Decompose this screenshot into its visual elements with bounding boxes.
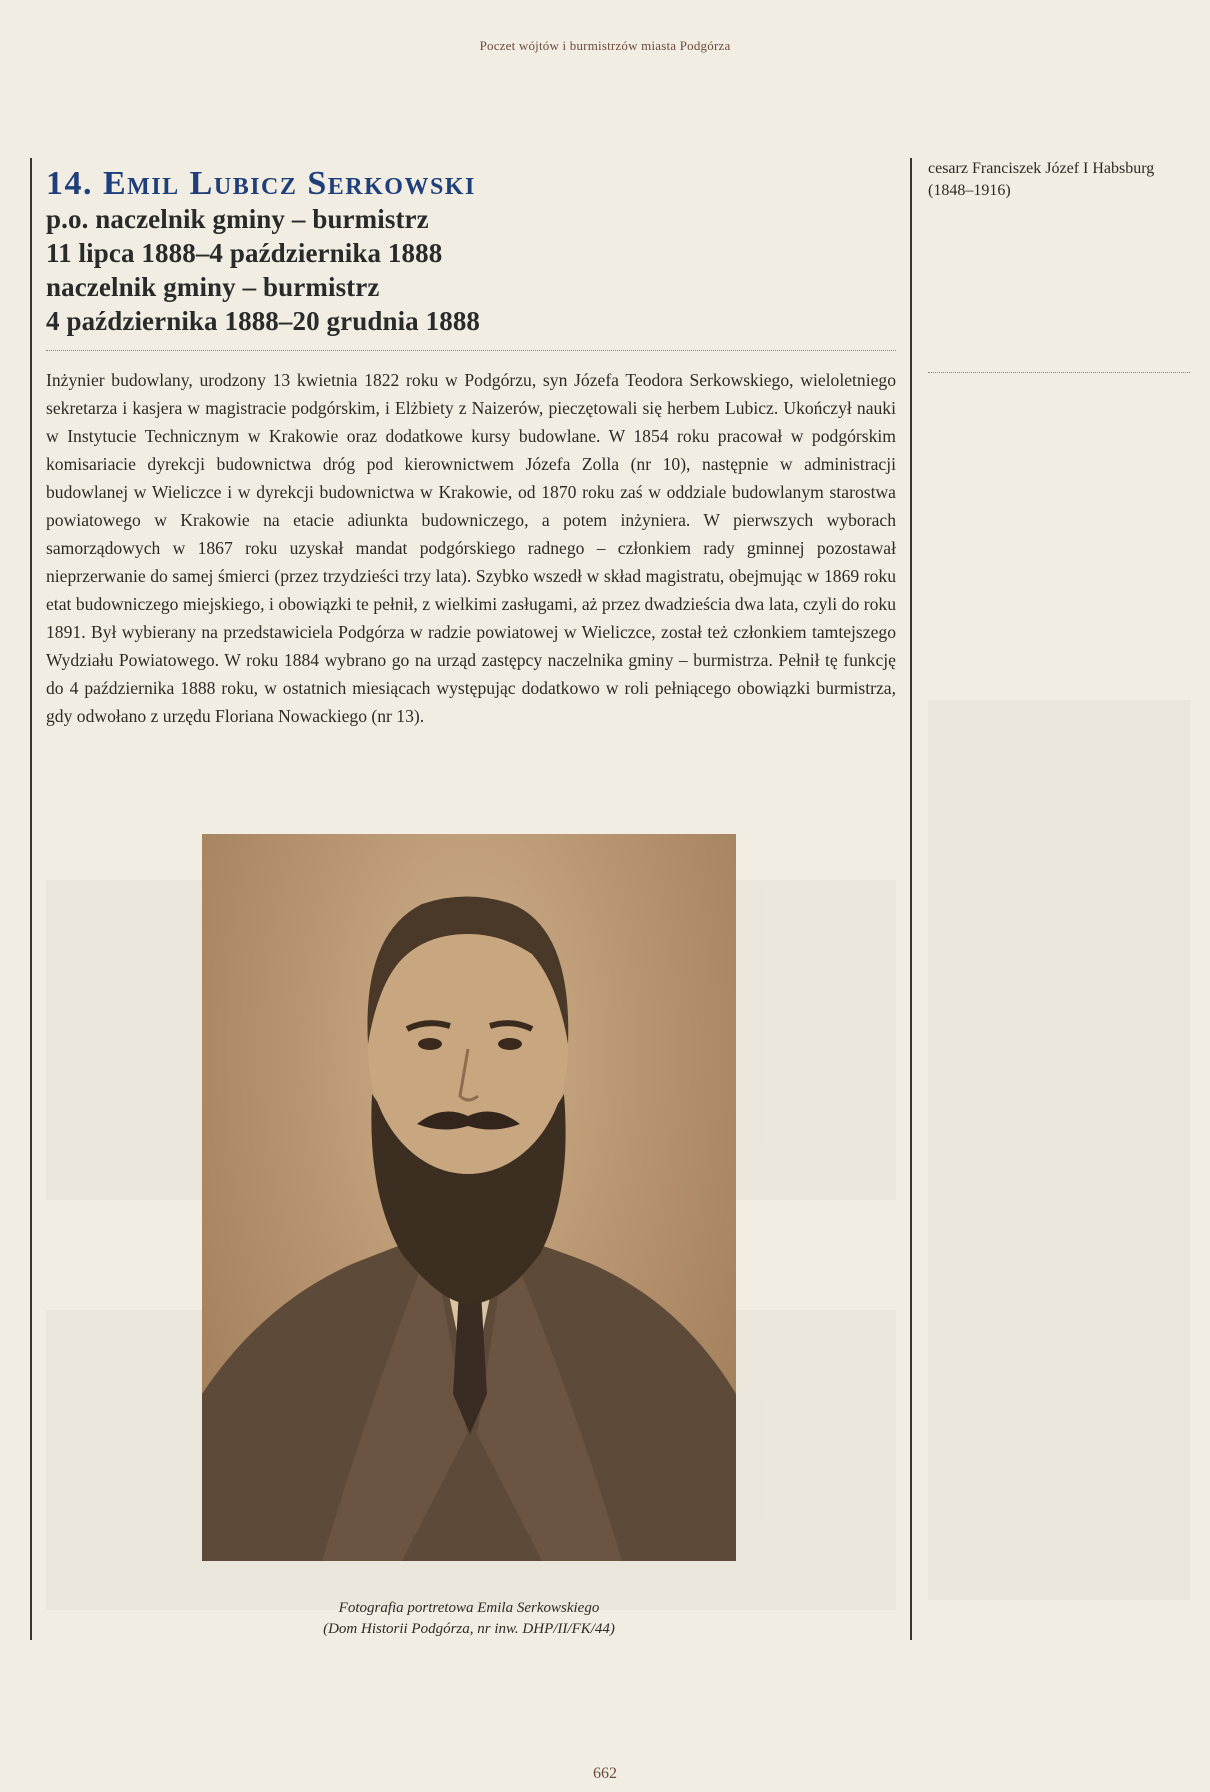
entry-subtitle <box>46 202 896 338</box>
portrait-photo <box>202 834 736 1561</box>
portrait-illustration <box>202 834 736 1561</box>
photo-caption <box>202 1598 736 1640</box>
subtitle-line-1: p.o. naczelnik gminy – burmistrz <box>46 204 429 234</box>
subtitle-line-2: 11 lipca 1888–4 października 1888 <box>46 238 443 268</box>
subtitle-line-4: 4 października 1888–20 grudnia 1888 <box>46 306 481 336</box>
column-divider-rule <box>910 158 912 1640</box>
sidebar-separator <box>928 372 1190 373</box>
sidebar-ruler-years: (1848–1916) <box>928 182 1011 199</box>
page-number: 662 <box>593 1765 617 1782</box>
left-margin-rule <box>30 158 32 1640</box>
main-column <box>46 166 896 730</box>
biography-paragraph: Inżynier budowlany, urodzony 13 kwietnia 1822 roku w Podgórzu, syn Józefa Teodora Serkowskiego, wieloletniego sekretarza i kasjera w magistracie podgórskim, i Elżbiety z Naizerów, pieczętowali się herbem Lubicz. Ukończył nauki w Instytucie Technicznym w Krakowie oraz dodatkowe kursy budowlane. W 1854 roku pracował w podgórskim komisariacie dyrekcji budownictwa dróg pod kierownictwem Józefa Zolla (nr 10), następnie w administracji budowlanej w Wieliczce i w dyrekcji budownictwa w Krakowie, od 1870 roku zaś w oddziale budowlanym starostwa powiatowego w Krakowie na etacie adiunkta budowniczego, a potem inżyniera. W pierwszych wyborach samorządowych w 1867 roku uzyskał mandat podgórskiego radnego – członkiem rady gminnej pozostawał nieprzerwanie do samej śmierci (przez trzydzieści trzy lata). Szybko wszedł w skład magistratu, obejmując w 1869 roku etat budowniczego miejskiego, i obowiązki te pełnił, z wielkimi zasługami, aż przez dwadzieścia dwa lata, czyli do roku 1891. Był wybierany na przedstawiciela Podgórza w radzie powiatowej w Wieliczce, został też członkiem tamtejszego Wydziału Powiatowego. W roku 1884 wybrano go na urząd zastępcy naczelnika gminy – burmistrza. Pełnił tę funkcję do 4 października 1888 roku, w ostatnich miesiącach występując dodatkowo w roli pełniącego obowiązki burmistrza, gdy odwołano z urzędu Floriana Nowackiego (nr 13). <box>46 370 896 726</box>
show-through-block <box>928 700 1190 1600</box>
photo-caption-line-2: (Dom Historii Podgórza, nr inw. DHP/II/FK/44) <box>323 1621 615 1637</box>
running-header: Poczet wójtów i burmistrzów miasta Podgórza <box>479 38 731 53</box>
photo-caption-line-1: Fotografia portretowa Emila Serkowskiego <box>338 1600 600 1616</box>
entry-title: 14. Emil Lubicz Serkowski <box>46 165 476 202</box>
title-separator <box>46 350 896 351</box>
sidebar-column <box>928 158 1190 373</box>
sidebar-ruler-name: cesarz Franciszek Józef I Habsburg <box>928 160 1155 177</box>
subtitle-line-3: naczelnik gminy – burmistrz <box>46 272 380 302</box>
